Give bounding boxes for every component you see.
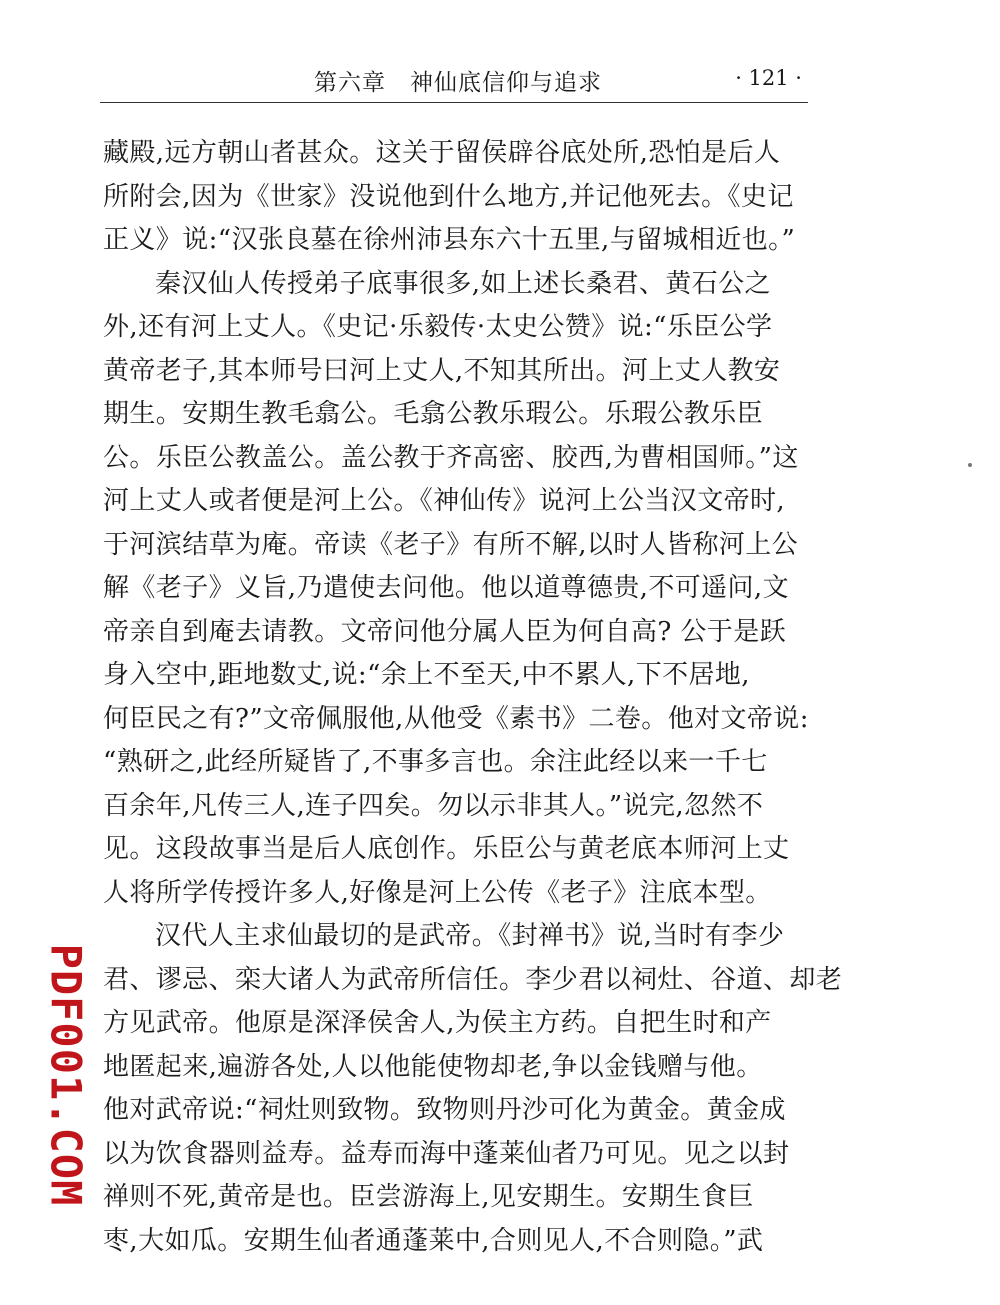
- paragraph-start-line: 汉代人主求仙最切的是武帝。《封禅书》说,当时有李少: [155, 921, 785, 951]
- text-line: 身入空中,距地数丈,说:“余上不至天,中不累人,下不居地,: [103, 660, 750, 690]
- text-line: 方见武帝。他原是深泽侯舍人,为侯主方药。自把生时和产: [103, 1008, 772, 1038]
- text-line: 藏殿,远方朝山者甚众。这关于留侯辟谷底处所,恐怕是后人: [103, 138, 781, 168]
- header-rule: [100, 102, 808, 103]
- text-line: 黄帝老子,其本师号曰河上丈人,不知其所出。河上丈人教安: [103, 355, 781, 386]
- watermark-text: PDF001.COM: [41, 943, 91, 1207]
- watermark-stamp: [38, 943, 94, 1207]
- text-line: 何臣民之有?”文帝佩服他,从他受《素书》二卷。他对文帝说:: [103, 703, 809, 734]
- text-line: 外,还有河上丈人。《史记·乐毅传·太史公赞》说:“乐臣公学: [103, 312, 773, 342]
- page-number: · 121 ·: [735, 66, 802, 90]
- text-line: 所附会,因为《世家》没说他到什么地方,并记他死去。《史记: [103, 181, 794, 212]
- text-line: 于河滨结草为庵。帝读《老子》有所不解,以时人皆称河上公: [103, 529, 799, 560]
- text-line: 地匿起来,遍游各处,人以他能使物却老,争以金钱赠与他。: [103, 1051, 763, 1082]
- text-line: 见。这段故事当是后人底创作。乐臣公与黄老底本师河上丈: [103, 834, 790, 864]
- text-line: 正义》说:“汉张良墓在徐州沛县东六十五里,与留城相近也。”: [103, 225, 796, 255]
- text-line: 期生。安期生教毛翕公。毛翕公教乐瑕公。乐瑕公教乐臣: [103, 399, 764, 429]
- text-line: 帝亲自到庵去请教。文帝问他分属人臣为何自高? 公于是跃: [103, 616, 787, 647]
- text-line: “熟研之,此经所疑皆了,不事多言也。余注此经以来一千七: [103, 747, 768, 777]
- running-header: [100, 60, 808, 104]
- text-line: 君、谬忌、栾大诸人为武帝所信任。李少君以祠灶、谷道、却老: [103, 964, 843, 995]
- body-text: [103, 132, 843, 1263]
- text-line: 公。乐臣公教盖公。盖公教于齐高密、胶西,为曹相国师。”这: [103, 442, 799, 473]
- text-line: 他对武帝说:“祠灶则致物。致物则丹沙可化为黄金。黄金成: [103, 1095, 786, 1125]
- paragraph-start-line: 秦汉仙人传授弟子底事很多,如上述长桑君、黄石公之: [155, 268, 771, 299]
- text-line: 枣,大如瓜。安期生仙者通蓬莱中,合则见人,不合则隐。”武: [103, 1225, 764, 1256]
- scan-speck: [968, 463, 972, 467]
- text-line: 人将所学传授许多人,好像是河上公传《老子》注底本型。: [103, 877, 772, 908]
- text-line: 百余年,凡传三人,连子四矣。勿以示非其人。”说完,忽然不: [103, 790, 764, 821]
- text-line: 以为饮食器则益寿。益寿而海中蓬莱仙者乃可见。见之以封: [103, 1138, 790, 1169]
- text-line: 河上丈人或者便是河上公。《神仙传》说河上公当汉文帝时,: [103, 486, 786, 516]
- text-line: 解《老子》义旨,乃遣使去问他。他以道尊德贵,不可遥问,文: [103, 573, 789, 603]
- chapter-title: 第六章 神仙底信仰与追求: [314, 70, 602, 96]
- text-line: 禅则不死,黄帝是也。臣尝游海上,见安期生。安期生食巨: [103, 1182, 754, 1212]
